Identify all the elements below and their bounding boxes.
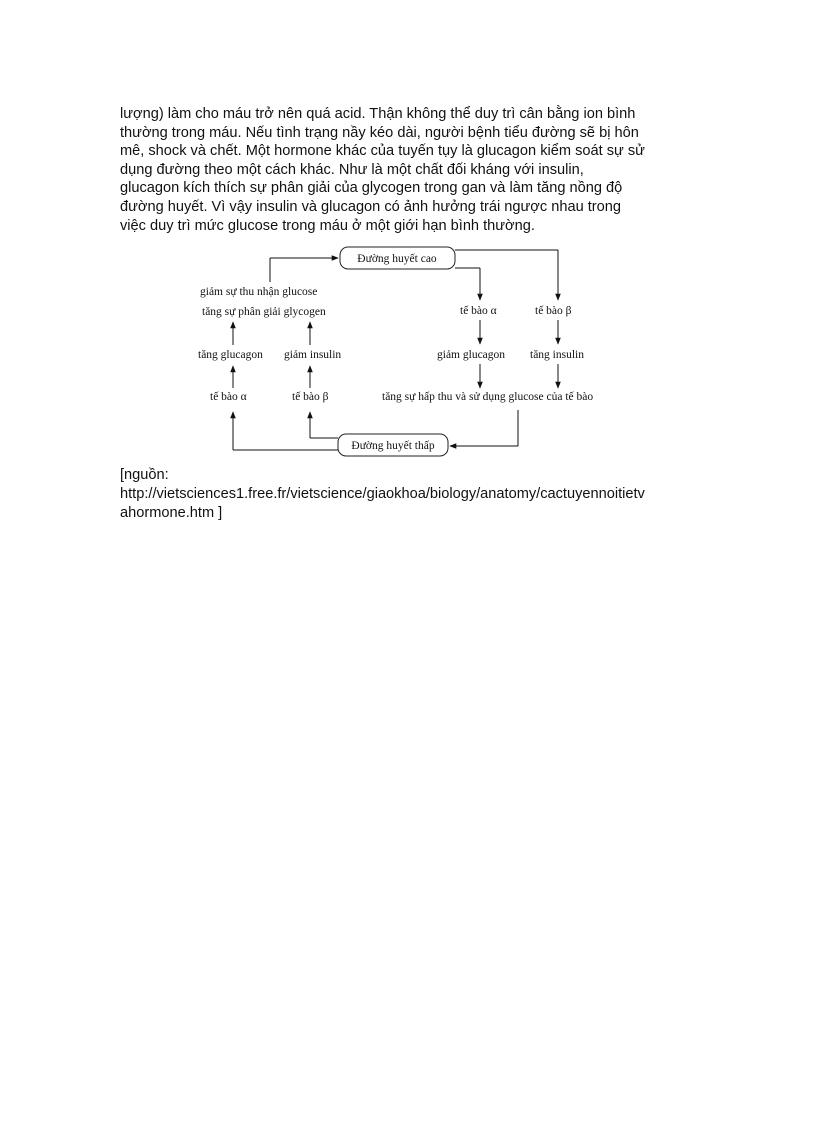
paragraph-line: đường huyết. Vì vậy insulin và glucagon có ảnh hưởng trái ngược nhau trong: [120, 198, 621, 215]
uptake-label: tăng sự hấp thu và sử dụng glucose của tế bào: [382, 391, 594, 403]
source-label: [nguồn:: [120, 467, 169, 483]
body-paragraph: [120, 105, 710, 235]
alpha-cell-left-label: tế bào α: [210, 391, 247, 403]
high-glucose-label: Đường huyết cao: [357, 253, 437, 265]
decrease-glucagon-label: giảm glucagon: [437, 349, 506, 361]
low-glucose-label: Đường huyết thấp: [351, 440, 435, 452]
source-url[interactable]: http://vietsciences1.free.fr/vietscience/giaokhoa/biology/anatomy/cactuyennoitietv: [120, 486, 645, 502]
beta-cell-right-label: tế bào β: [535, 305, 572, 317]
paragraph-line: glucagon kích thích sự phân giải của glycogen trong gan và làm tăng nồng độ: [120, 180, 623, 197]
increase-glucagon-label: tăng glucagon: [198, 349, 263, 361]
source-url-end[interactable]: ahormone.htm ]: [120, 505, 223, 521]
paragraph-line: lượng) làm cho máu trở nên quá acid. Thận không thể duy trì cân bằng ion bình: [120, 106, 636, 122]
decrease-insulin-label: giảm insulin: [284, 349, 342, 361]
paragraph-line: việc duy trì mức glucose trong máu ở một giới hạn bình thường.: [120, 217, 535, 234]
paragraph-line: dụng đường theo một cách khác. Như là một chất đối kháng với insulin,: [120, 161, 584, 178]
paragraph-line: mê, shock và chết. Một hormone khác của tuyến tụy là glucagon kiểm soát sự sử: [120, 143, 645, 160]
source-citation: [120, 466, 720, 523]
glucose-regulation-diagram: [190, 240, 640, 465]
left-top-label-2: tăng sự phân giải glycogen: [202, 306, 326, 318]
left-top-label-1: giảm sự thu nhận glucose: [200, 286, 318, 298]
paragraph-line: thường trong máu. Nếu tình trạng nầy kéo dài, người bệnh tiểu đường sẽ bị hôn: [120, 124, 639, 141]
beta-cell-left-label: tế bào β: [292, 391, 329, 403]
increase-insulin-label: tăng insulin: [530, 349, 584, 361]
alpha-cell-right-label: tế bào α: [460, 305, 497, 317]
